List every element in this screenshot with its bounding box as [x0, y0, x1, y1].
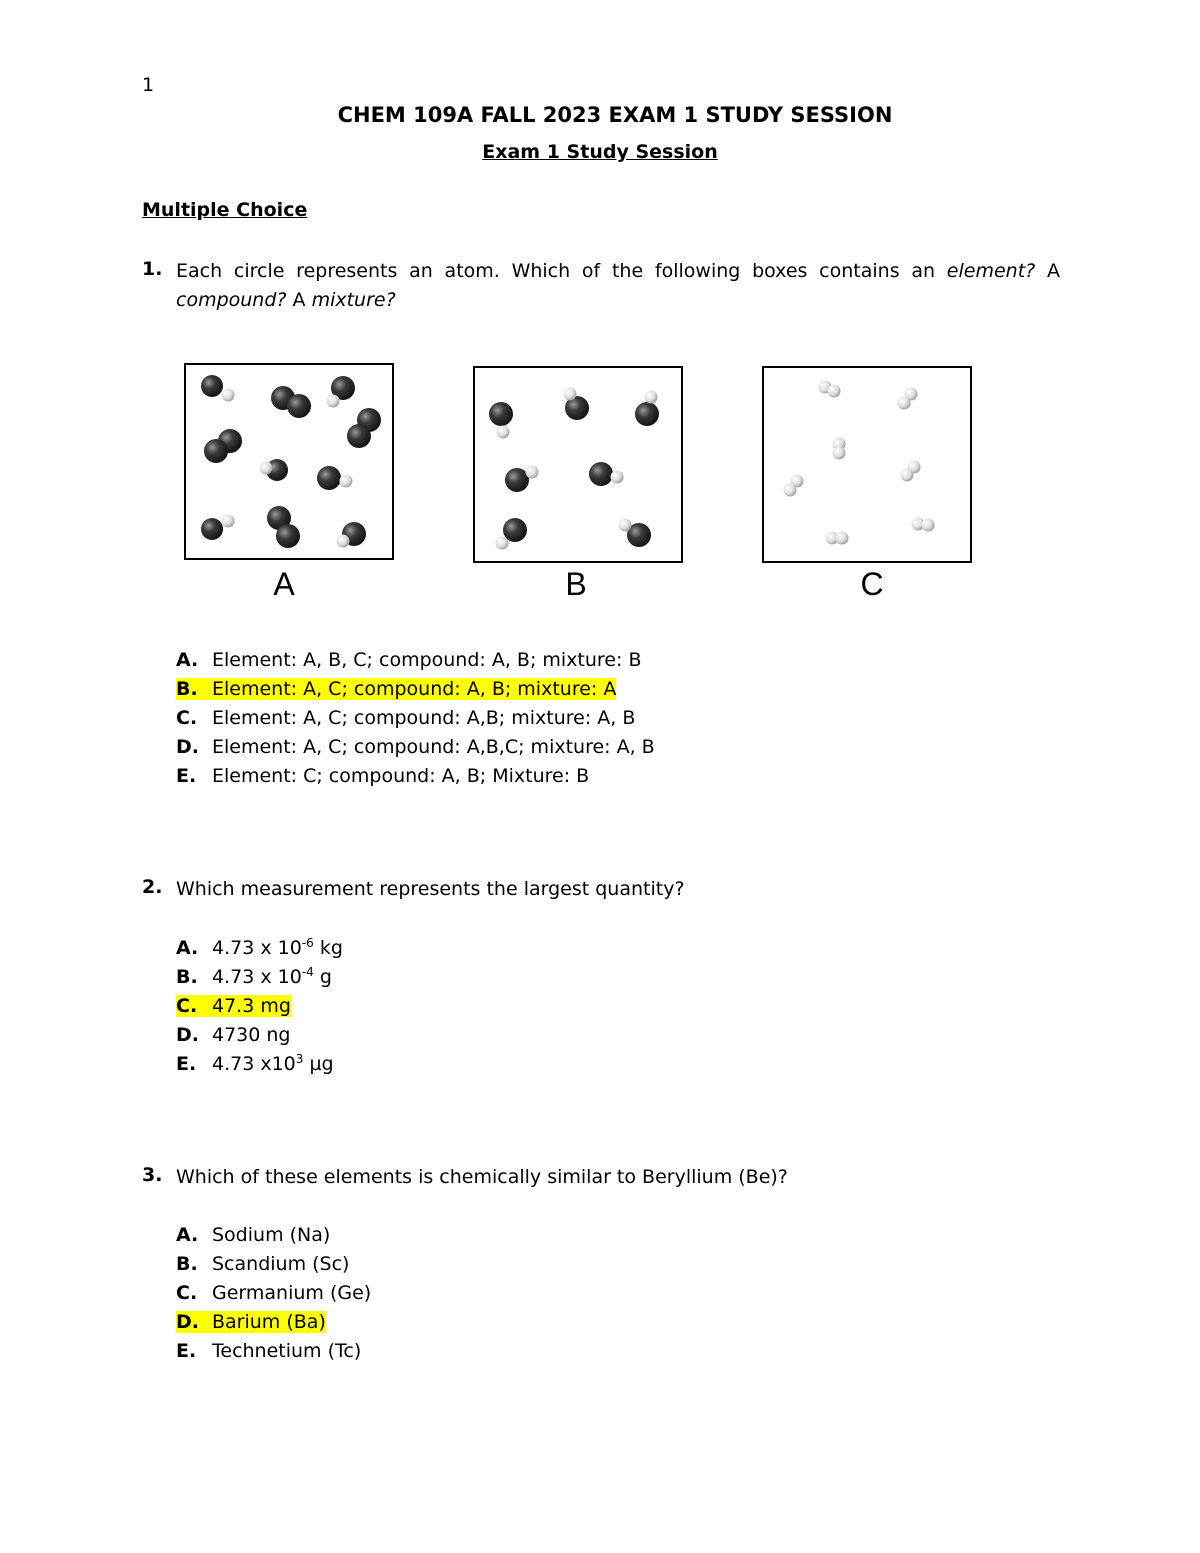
- q1-option-a[interactable]: A. Element: A, B, C; compound: A, B; mixture: B: [176, 649, 642, 671]
- option-text: Element: C; compound: A, B; Mixture: B: [212, 765, 590, 787]
- question-3-text: Which of these elements is chemically similar to Beryllium (Be)?: [176, 1166, 788, 1188]
- figure-box-b: [473, 366, 683, 563]
- question-1-options: [176, 646, 655, 791]
- document-subtitle: Exam 1 Study Session: [482, 141, 718, 163]
- option-text: 4.73 $x10^3$ µg: [212, 1052, 334, 1075]
- question-3-options: [176, 1221, 371, 1366]
- question-2-number: 2.: [142, 876, 163, 898]
- q2-option-e[interactable]: E. 4.73 $x10^3$ µg: [176, 1052, 334, 1075]
- option-text: Element: A, C; compound: A,B; mixture: A, B: [212, 707, 636, 729]
- option-text: 4.73 x $10^{-4}$ g: [212, 965, 332, 988]
- document-title: CHEM 109A FALL 2023 EXAM 1 STUDY SESSION: [337, 103, 893, 127]
- figure-box-a: [184, 363, 394, 560]
- q2-option-a[interactable]: A. 4.73 x $10^{-6}$ kg: [176, 936, 343, 959]
- molecules-c: [764, 368, 970, 561]
- question-1-text: Each circle represents an atom. Which of the following boxes contains an element? A compound? A mixture?: [176, 260, 1060, 311]
- question-2-text: Which measurement represents the largest quantity?: [176, 878, 685, 900]
- section-heading: Multiple Choice: [142, 199, 308, 221]
- figure-box-c: [762, 366, 972, 563]
- option-text: Sodium (Na): [212, 1224, 331, 1246]
- page-number: 1: [142, 74, 155, 96]
- option-text: Germanium (Ge): [212, 1282, 372, 1304]
- q3-option-d[interactable]: D. Barium (Ba): [176, 1311, 326, 1333]
- q2-option-c[interactable]: C. 47.3 mg: [176, 995, 291, 1017]
- figure-label-b: B: [565, 566, 587, 602]
- q1-option-b[interactable]: B. Element: A, C; compound: A, B; mixture: A: [176, 678, 617, 700]
- q3-option-e[interactable]: E. Technetium (Tc): [176, 1340, 362, 1362]
- molecules-b: [475, 368, 681, 561]
- q3-option-a[interactable]: A. Sodium (Na): [176, 1224, 331, 1246]
- figure-label-c: C: [860, 566, 884, 602]
- option-text: 4.73 x $10^{-6}$ kg: [212, 936, 343, 959]
- q3-option-c[interactable]: C. Germanium (Ge): [176, 1282, 372, 1304]
- question-3-number: 3.: [142, 1164, 163, 1186]
- option-text: Element: A, C; compound: A, B; mixture: A: [212, 678, 617, 700]
- option-text: 4730 ng: [212, 1024, 291, 1046]
- q2-option-d[interactable]: D. 4730 ng: [176, 1024, 291, 1046]
- option-text: Scandium (Sc): [212, 1253, 350, 1275]
- option-text: 47.3 mg: [212, 995, 291, 1017]
- q2-option-b[interactable]: B. 4.73 x $10^{-4}$ g: [176, 965, 332, 988]
- q1-option-c[interactable]: C. Element: A, C; compound: A,B; mixture: A, B: [176, 707, 636, 729]
- option-text: Element: A, C; compound: A,B,C; mixture: A, B: [212, 736, 655, 758]
- question-1-number: 1.: [142, 258, 163, 280]
- q1-option-e[interactable]: E. Element: C; compound: A, B; Mixture: B: [176, 765, 590, 787]
- molecules-a: [186, 365, 392, 558]
- option-text: Element: A, B, C; compound: A, B; mixture: B: [212, 649, 642, 671]
- figure-label-a: A: [273, 566, 295, 602]
- q1-option-d[interactable]: D. Element: A, C; compound: A,B,C; mixture: A, B: [176, 736, 655, 758]
- option-text: Technetium (Tc): [212, 1340, 362, 1362]
- question-2-options: [176, 934, 343, 1079]
- q3-option-b[interactable]: B. Scandium (Sc): [176, 1253, 350, 1275]
- option-text: Barium (Ba): [212, 1311, 326, 1333]
